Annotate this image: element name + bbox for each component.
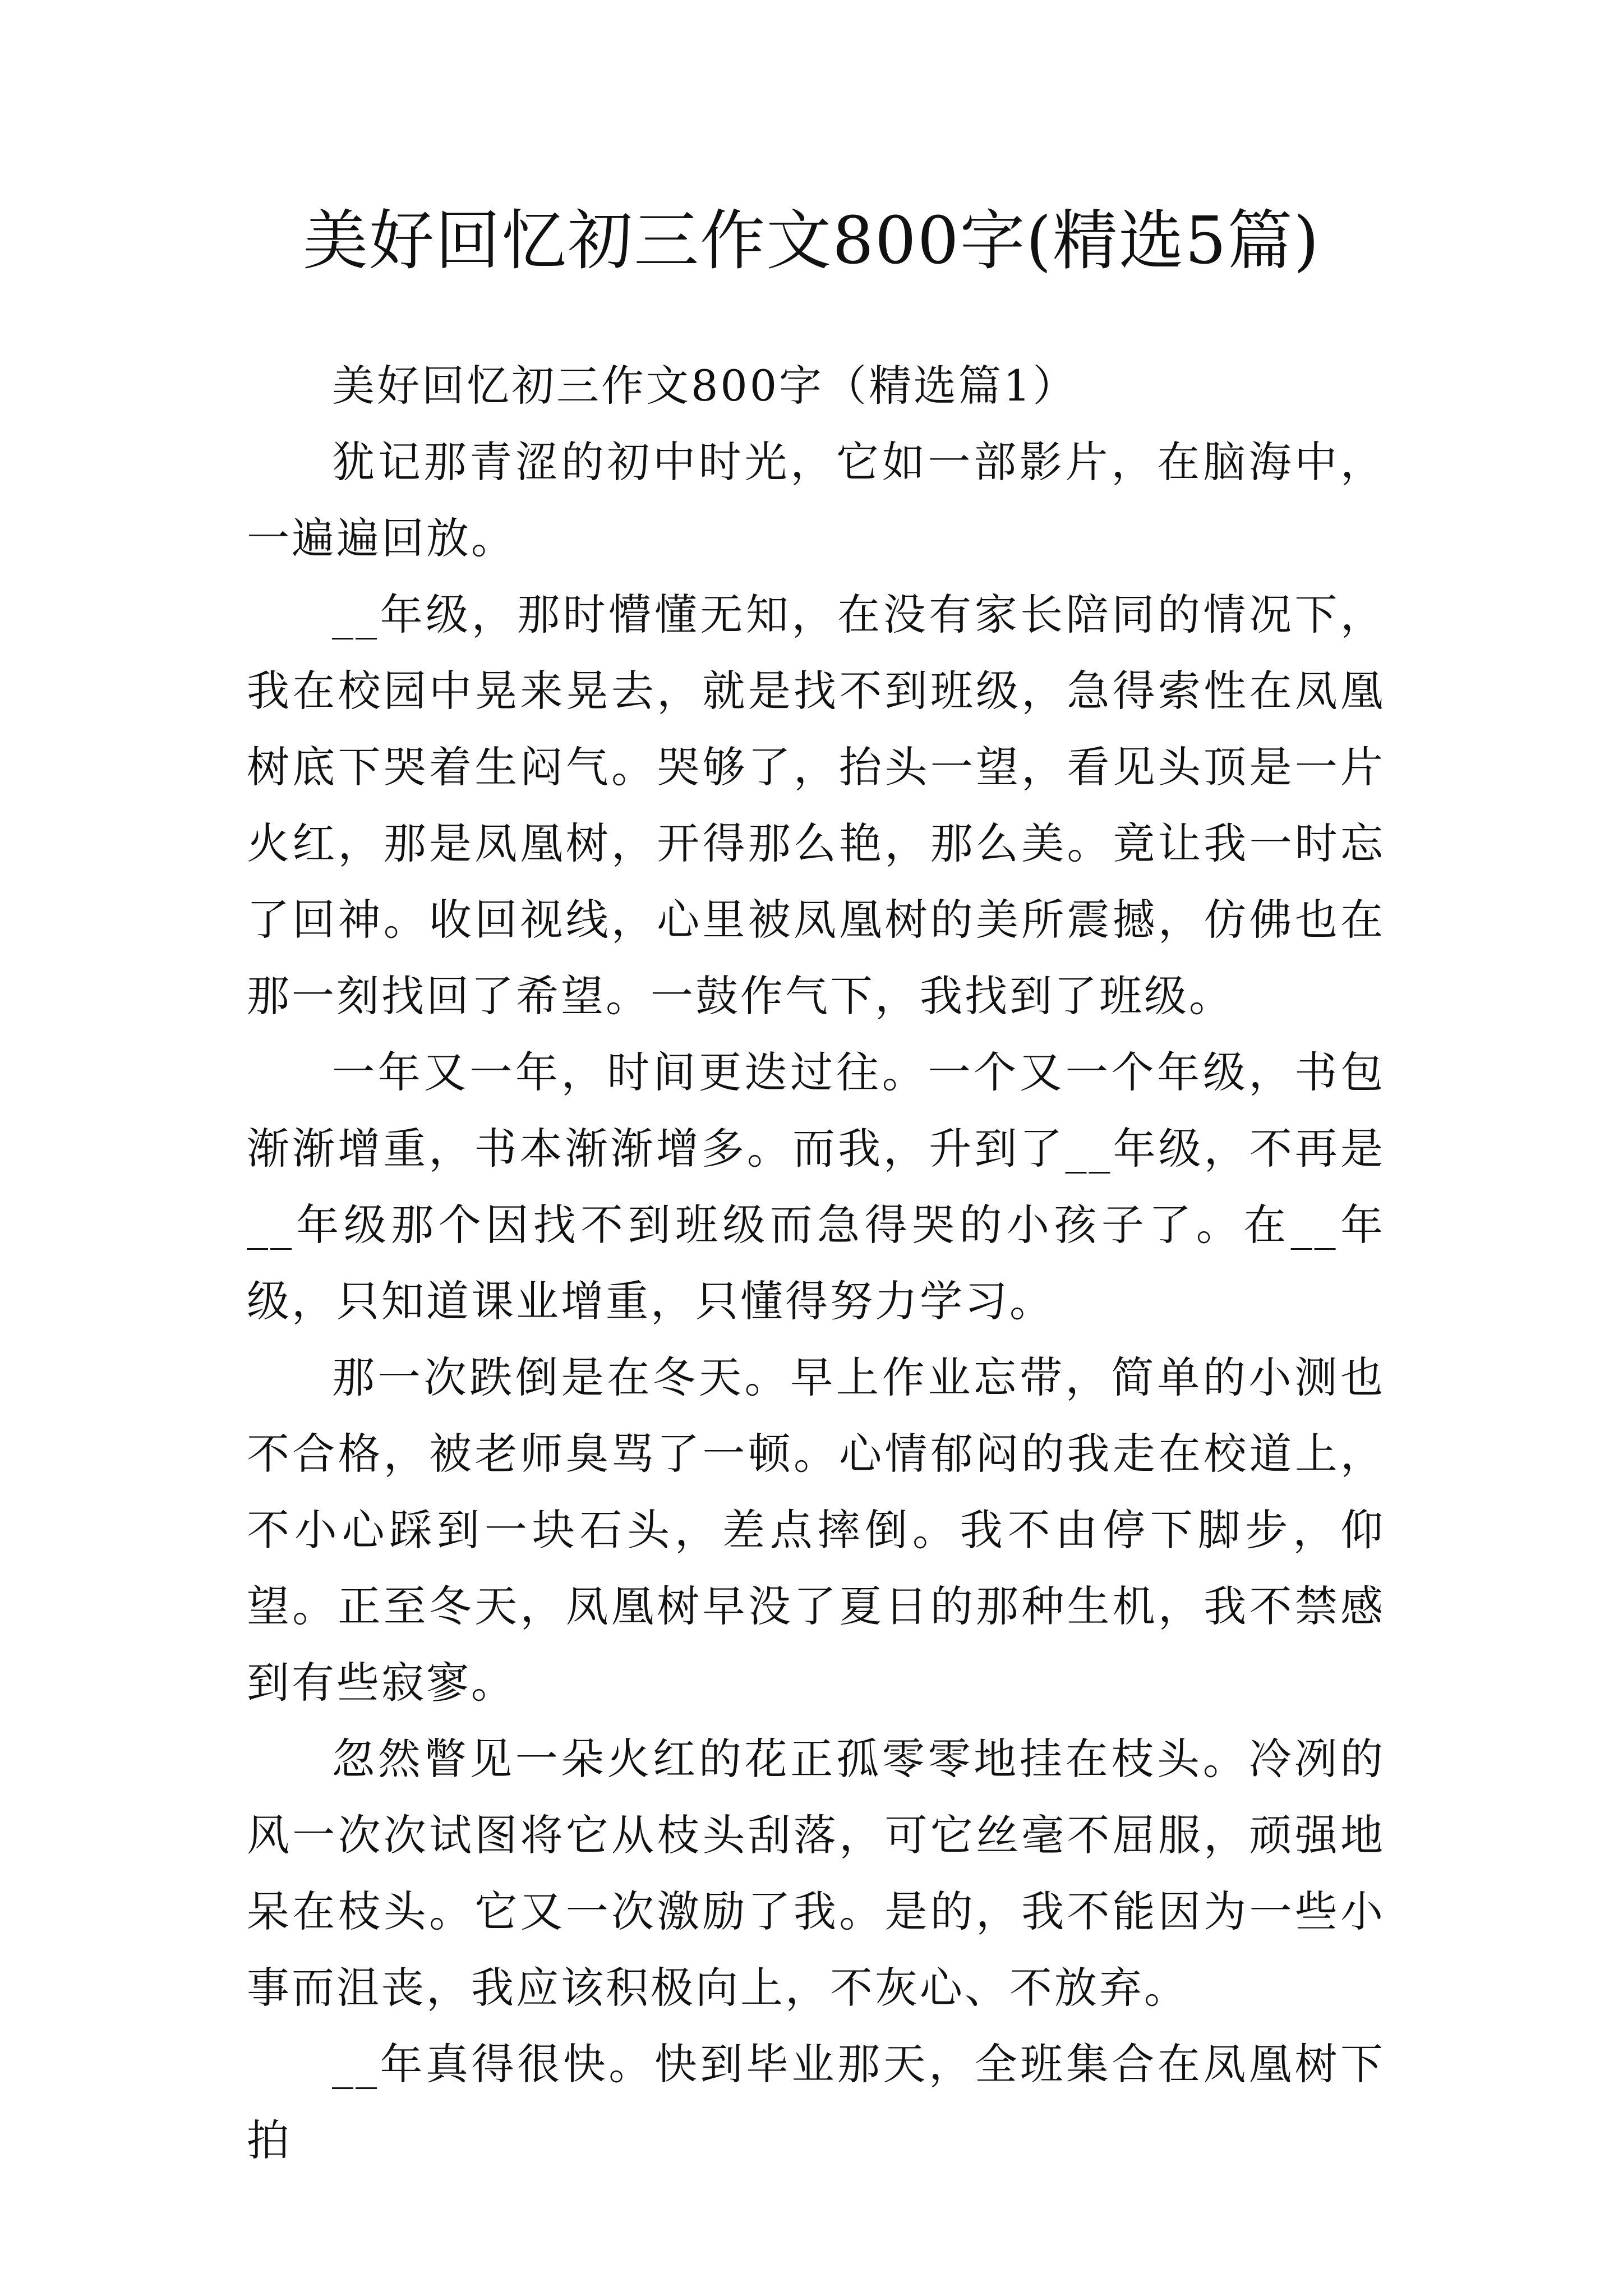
document-title: 美好回忆初三作文800字(精选5篇) [303, 203, 1320, 279]
paragraph-3: 一年又一年，时间更迭过往。一个又一个年级，书包渐渐增重，书本渐渐增多。而我，升到了__年级，不再是__年级那个因找不到班级而急得哭的小孩子了。在__年级，只知道课业增重，只懂得努力学习。 [247, 1047, 1385, 1326]
paragraph-1: 犹记那青涩的初中时光，它如一部影片，在脑海中，一遍遍回放。 [247, 437, 1385, 563]
section-heading: 美好回忆初三作文800字（精选篇1） [332, 361, 1078, 411]
document-body [247, 348, 1385, 2179]
paragraph-6: __年真得很快。快到毕业那天，全班集合在凤凰树下拍 [247, 2039, 1385, 2165]
paragraph-4: 那一次跌倒是在冬天。早上作业忘带，简单的小测也不合格，被老师臭骂了一顿。心情郁闷的我走在校道上，不小心踩到一块石头，差点摔倒。我不由停下脚步，仰望。正至冬天，凤凰树早没了夏日的那种生机，我不禁感到有些寂寥。 [247, 1352, 1385, 1708]
paragraph-2: __年级，那时懵懂无知，在没有家长陪同的情况下，我在校园中晃来晃去，就是找不到班级，急得索性在凤凰树底下哭着生闷气。哭够了，抬头一望，看见头顶是一片火红，那是凤凰树，开得那么艳，那么美。竟让我一时忘了回神。收回视线，心里被凤凰树的美所震撼，仿佛也在那一刻找回了希望。一鼓作气下，我找到了班级。 [247, 590, 1385, 1021]
paragraph-5: 忽然瞥见一朵火红的花正孤零零地挂在枝头。冷冽的风一次次试图将它从枝头刮落，可它丝毫不屈服，顽强地呆在枝头。它又一次激励了我。是的，我不能因为一些小事而沮丧，我应该积极向上，不灰心、不放弃。 [247, 1734, 1385, 2013]
